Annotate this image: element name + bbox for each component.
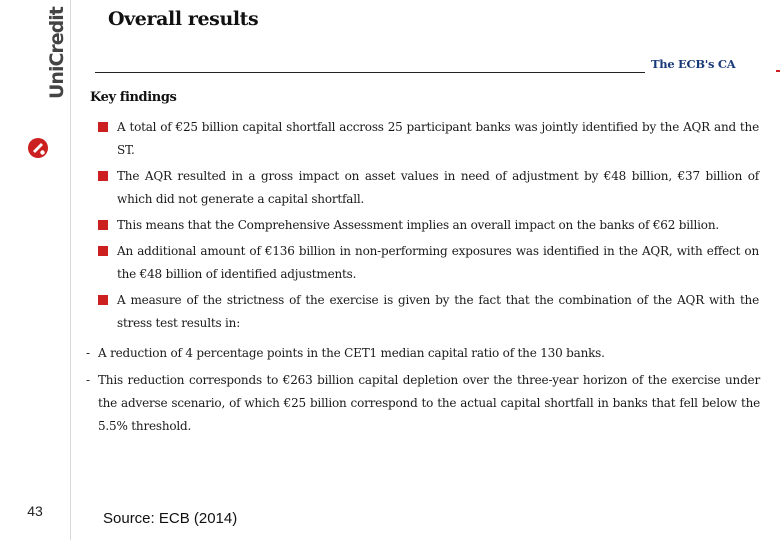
list-item — [97, 289, 759, 335]
sidebar — [0, 0, 71, 540]
key-findings-list — [97, 116, 759, 338]
list-item — [86, 369, 760, 438]
list-item — [97, 116, 759, 162]
bullet-text: The AQR resulted in a gross impact on asset values in need of adjustment by €48 billion, €37 billion of which did not generate a capital shortfall. — [117, 169, 759, 206]
bullet-square-icon — [98, 122, 108, 132]
dash-marker: - — [86, 373, 90, 387]
bullet-square-icon — [98, 171, 108, 181]
bullet-text: A measure of the strictness of the exercise is given by the fact that the combination of the AQR with the stress test results in: — [117, 293, 759, 330]
list-item — [86, 342, 760, 365]
title-divider — [95, 72, 645, 73]
list-item — [97, 214, 759, 237]
dash-marker: - — [86, 346, 90, 360]
unicredit-logo — [8, 7, 68, 152]
bullet-square-icon — [98, 246, 108, 256]
unicredit-logo-icon — [27, 137, 49, 159]
logo-wordmark: UniCredit — [46, 7, 68, 99]
bullet-text: This means that the Comprehensive Assessment implies an overall impact on the banks of €62 billion. — [117, 218, 719, 232]
page-title: Overall results — [108, 8, 259, 30]
dash-item-text: A reduction of 4 percentage points in the CET1 median capital ratio of the 130 banks. — [98, 346, 605, 360]
bullet-square-icon — [98, 220, 108, 230]
accent-marker — [776, 70, 780, 72]
list-item — [97, 165, 759, 211]
bullet-text: A total of €25 billion capital shortfall accross 25 participant banks was jointly identified by the AQR and the ST. — [117, 120, 759, 157]
page-number: 43 — [27, 503, 43, 519]
dash-item-text: This reduction corresponds to €263 billion capital depletion over the three-year horizon of the exercise under the adverse scenario, of which €25 billion correspond to the actual capital shortfall in banks that fell below the 5.5% threshold. — [98, 373, 760, 433]
list-item — [97, 240, 759, 286]
result-details-list — [86, 342, 760, 442]
key-findings-heading: Key findings — [90, 90, 177, 105]
section-subtitle: The ECB's CA — [651, 57, 736, 71]
source-citation: Source: ECB (2014) — [103, 510, 238, 527]
bullet-text: An additional amount of €136 billion in non-performing exposures was identified in the AQR, with effect on the €48 billion of identified adjustments. — [117, 244, 759, 281]
bullet-square-icon — [98, 295, 108, 305]
